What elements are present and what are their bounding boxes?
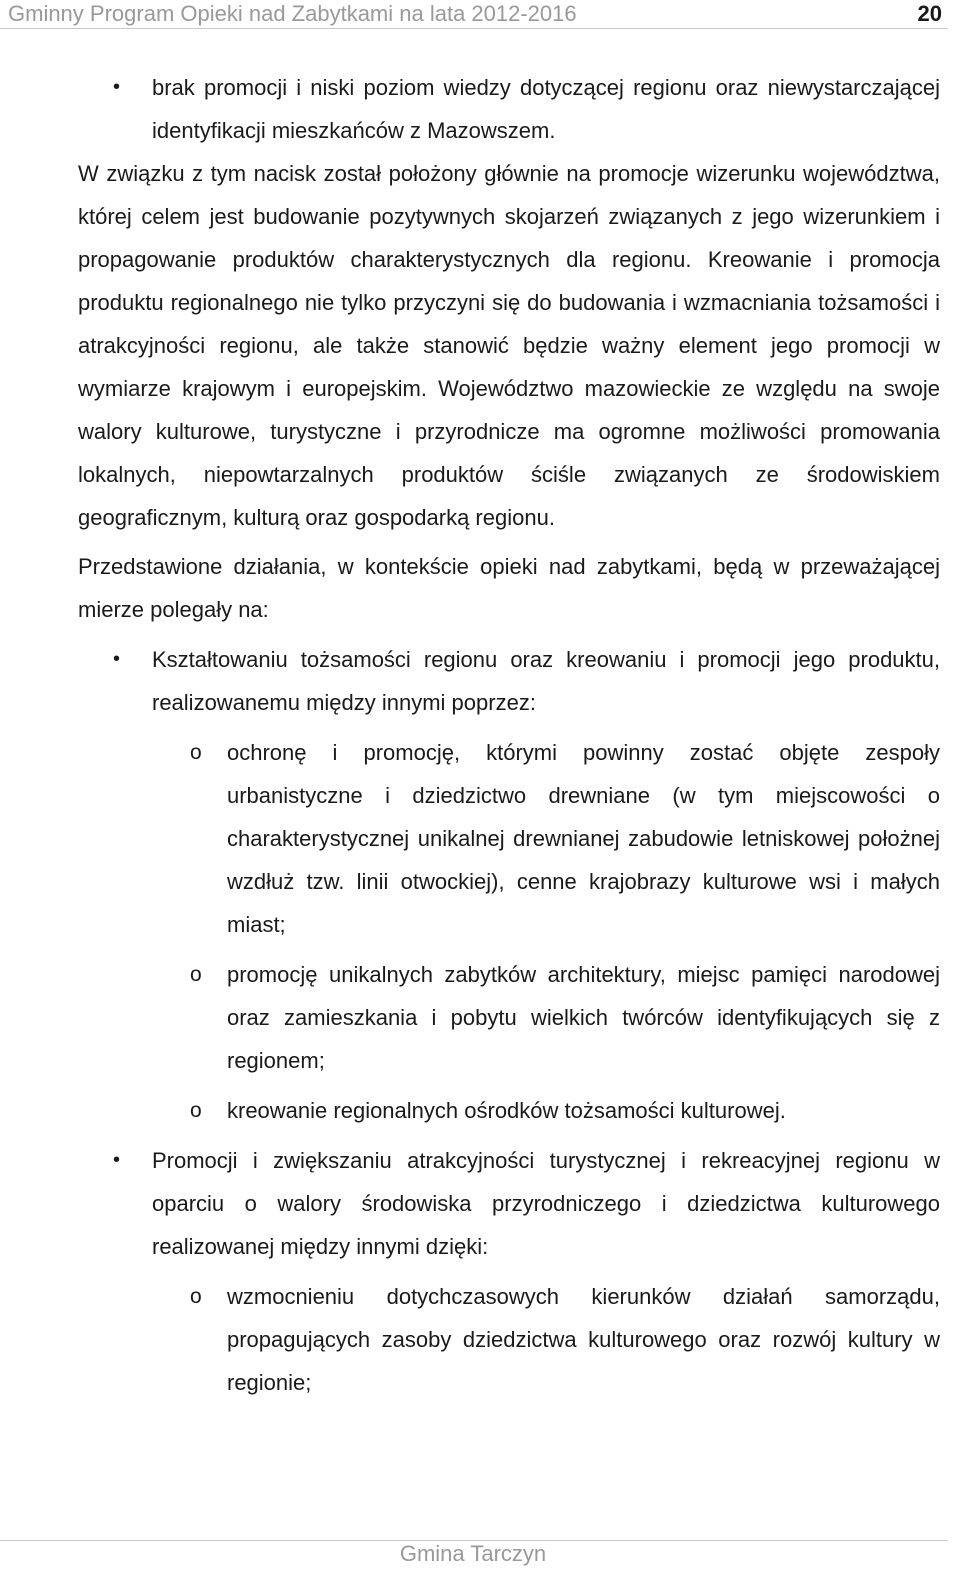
bullet-icon: • [113, 76, 121, 98]
sublist-item-text: ochronę i promocję, którymi powinny zostać objęte zespoły urbanistyczne i dziedzictwo drewniane (w tym miejscowości o charakterystycznej unikalnej drewnianej zabudowie letniskowej położnej wzdłuż tzw. linii otwockiej), cenne krajobrazy kulturowe wsi i małych miast; [227, 740, 940, 937]
circle-bullet-icon: o [190, 1099, 202, 1122]
paragraph-actions-intro: Przedstawione działania, w kontekście opieki nad zabytkami, będą w przeważającej mierze polegały na: [78, 554, 940, 622]
bullet-icon: • [113, 648, 121, 670]
circle-bullet-icon: o [190, 1285, 202, 1308]
sublist-item-text: kreowanie regionalnych ośrodków tożsamości kulturowej. [227, 1098, 786, 1123]
circle-bullet-icon: o [190, 741, 202, 764]
sublist-item [78, 1275, 940, 1404]
sublist-item [78, 953, 940, 1082]
paragraph-promotion: W związku z tym nacisk został położony głównie na promocje wizerunku województwa, której celem jest budowanie pozytywnych skojarzeń związanych z jego wizerunkiem i propagowanie produktów charakterystycznych dla regionu. Kreowanie i promocja produktu regionalnego nie tylko przyczyni się do budowania i wzmacniania tożsamości i atrakcyjności regionu, ale także stanowić będzie ważny element jego promocji w wymiarze krajowym i europejskim. Województwo mazowieckie ze względu na swoje walory kulturowe, turystyczne i przyrodnicze ma ogromne możliwości promowania lokalnych, niepowtarzalnych produktów ściśle związanych ze środowiskiem geograficznym, kulturą oraz gospodarką regionu. [78, 161, 940, 530]
document-title: Gminny Program Opieki nad Zabytkami na lata 2012-2016 [8, 1, 577, 26]
page-number: 20 [917, 1, 942, 26]
list-item-identity [78, 638, 940, 724]
document-body [78, 66, 940, 1404]
list-item-intro [78, 66, 940, 152]
circle-bullet-icon: o [190, 963, 202, 986]
sublist-item [78, 731, 940, 946]
sublist-item-text: promocję unikalnych zabytków architektury, miejsc pamięci narodowej oraz zamieszkania i pobytu wielkich twórców identyfikujących się z regionem; [227, 962, 940, 1073]
list-item-tourism [78, 1139, 940, 1268]
sublist-item [78, 1089, 940, 1132]
list-item-text: Promocji i zwiększaniu atrakcyjności turystycznej i rekreacyjnej regionu w oparciu o walory środowiska przyrodniczego i dziedzictwa kulturowego realizowanej między innymi dzięki: [152, 1148, 940, 1259]
bullet-icon: • [113, 1149, 121, 1171]
sublist-item-text: wzmocnieniu dotychczasowych kierunków działań samorządu, propagujących zasoby dziedzictwa kulturowego oraz rozwój kultury w regionie; [227, 1284, 940, 1395]
page-header [0, 0, 948, 29]
list-item-text: Kształtowaniu tożsamości regionu oraz kreowaniu i promocji jego produktu, realizowanemu między innymi poprzez: [152, 647, 940, 715]
page-footer [0, 1540, 948, 1566]
footer-municipality: Gmina Tarczyn [399, 1541, 547, 1566]
list-item-text: brak promocji i niski poziom wiedzy dotyczącej regionu oraz niewystarczającej identyfikacji mieszkańców z Mazowszem. [152, 75, 940, 143]
